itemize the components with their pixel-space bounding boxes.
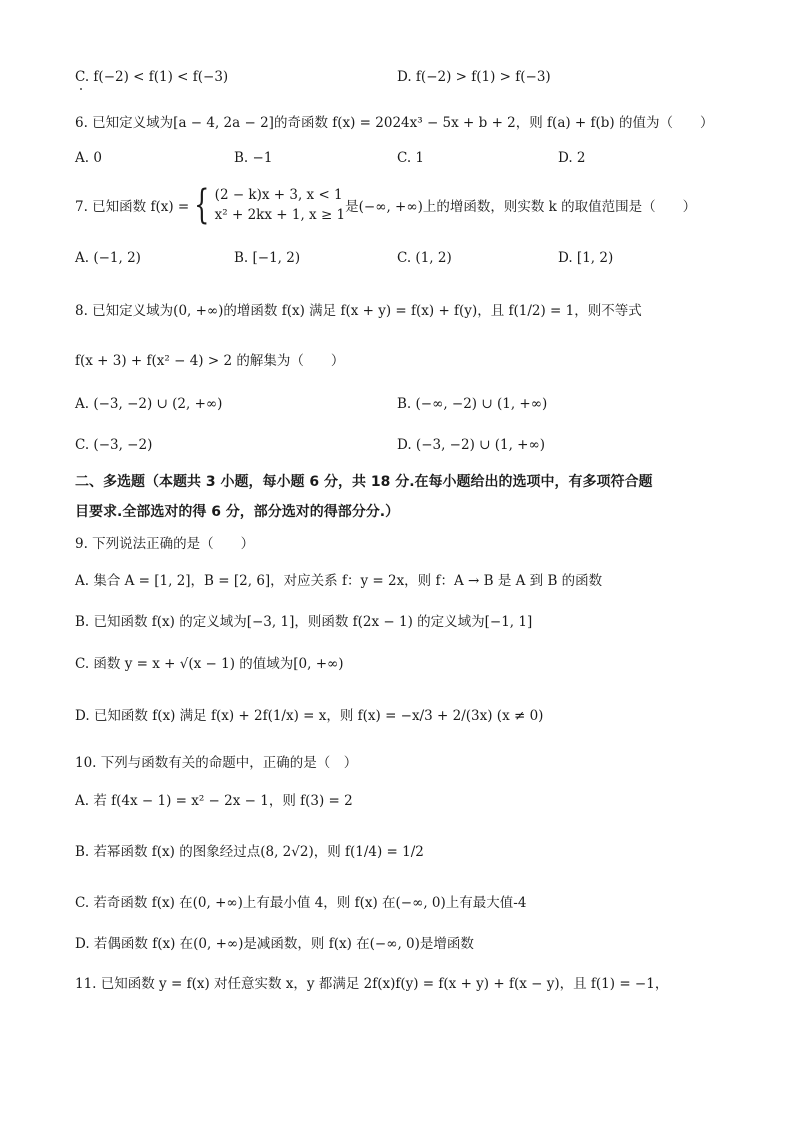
q8-option-d: D. (−3, −2) ∪ (1, +∞) — [397, 437, 545, 453]
question-7 — [75, 182, 697, 228]
q6-option-d: D. 2 — [558, 150, 586, 166]
question-10: 10. 下列与函数有关的命题中，正确的是（ ） — [75, 755, 358, 771]
q10-option-b: B. 若幂函数 f(x) 的图象经过点(8, 2√2)，则 f(1/4) = 1/2 — [75, 844, 424, 860]
q5-option-c: C. f(−2) < f(1) < f(−3) — [75, 69, 229, 85]
q5-option-d: D. f(−2) > f(1) > f(−3) — [397, 69, 551, 85]
q7-option-d: D. [1, 2) — [558, 250, 614, 266]
q9-option-b: B. 已知函数 f(x) 的定义域为[−3, 1]，则函数 f(2x − 1) 的定义域为[−1, 1] — [75, 614, 533, 630]
section-2-heading: 二、多选题（本题共 3 小题，每小题 6 分，共 18 分.在每小题给出的选项中，有多项符合题 — [75, 474, 653, 490]
piecewise-row-2: x² + 2kx + 1, x ≥ 1 — [214, 207, 346, 223]
q8-option-c: C. (−3, −2) — [75, 437, 153, 453]
piecewise-brace: { — [194, 182, 210, 228]
q7-option-b: B. [−1, 2) — [234, 250, 301, 266]
q6-option-a: A. 0 — [75, 150, 102, 166]
piecewise-rows — [215, 185, 345, 225]
question-11: 11. 已知函数 y = f(x) 对任意实数 x，y 都满足 2f(x)f(y) = f(x + y) + f(x − y)，且 f(1) = −1， — [75, 976, 669, 992]
question-6: 6. 已知定义域为[a − 4, 2a − 2]的奇函数 f(x) = 2024x³ − 5x + b + 2，则 f(a) + f(b) 的值为（ ） — [75, 115, 714, 131]
q10-option-a: A. 若 f(4x − 1) = x² − 2x − 1，则 f(3) = 2 — [75, 793, 353, 809]
q7-suffix: 是(−∞, +∞)上的增函数，则实数 k 的取值范围是（ ） — [345, 199, 697, 215]
question-9: 9. 下列说法正确的是（ ） — [75, 536, 255, 552]
question-8: 8. 已知定义域为(0, +∞)的增函数 f(x) 满足 f(x + y) = f(x) + f(y)，且 f(1/2) = 1，则不等式 — [75, 303, 642, 319]
stray-dot — [80, 88, 82, 90]
q10-option-c: C. 若奇函数 f(x) 在(0, +∞)上有最小值 4，则 f(x) 在(−∞, 0)上有最大值-4 — [75, 895, 527, 911]
q6-option-c: C. 1 — [397, 150, 425, 166]
q8-option-a: A. (−3, −2) ∪ (2, +∞) — [75, 396, 223, 412]
q10-option-d: D. 若偶函数 f(x) 在(0, +∞)是减函数，则 f(x) 在(−∞, 0)是增函数 — [75, 936, 474, 952]
q6-option-b: B. −1 — [234, 150, 273, 166]
q7-option-c: C. (1, 2) — [397, 250, 452, 266]
section-2-heading-cont: 目要求.全部选对的得 6 分，部分选对的得部分分.） — [75, 504, 400, 520]
question-8-cont: f(x + 3) + f(x² − 4) > 2 的解集为（ ） — [75, 353, 345, 369]
q9-option-d: D. 已知函数 f(x) 满足 f(x) + 2f(1/x) = x，则 f(x) = −x/3 + 2/(3x) (x ≠ 0) — [75, 708, 544, 724]
q7-option-a: A. (−1, 2) — [75, 250, 141, 266]
q7-prefix: 7. 已知函数 f(x) = — [75, 199, 190, 215]
q9-option-a: A. 集合 A = [1, 2]，B = [2, 6]，对应关系 f：y = 2x，则 f：A → B 是 A 到 B 的函数 — [75, 573, 603, 589]
q9-option-c: C. 函数 y = x + √(x − 1) 的值域为[0, +∞) — [75, 656, 344, 672]
piecewise-row-1: (2 − k)x + 3, x < 1 — [214, 187, 343, 203]
q8-option-b: B. (−∞, −2) ∪ (1, +∞) — [397, 396, 548, 412]
